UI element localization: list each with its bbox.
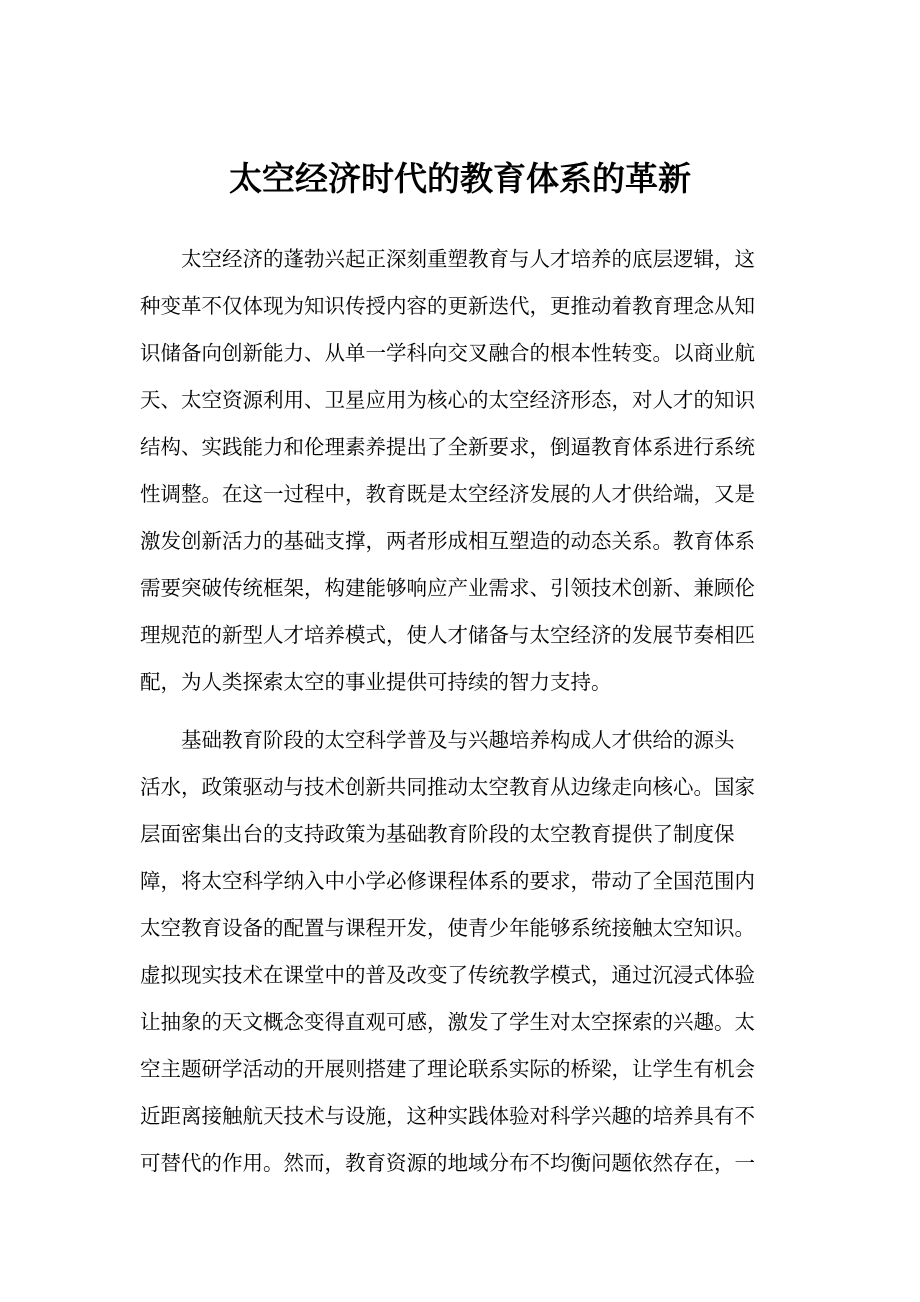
paragraph-line: 太空经济的蓬勃兴起正深刻重塑教育与人才培养的底层逻辑，这 (181, 247, 755, 271)
paragraph-line: 近距离接触航天技术与设施，这种实践体验对科学兴趣的培养具有不 (140, 1104, 755, 1128)
paragraph-line: 空主题研学活动的开展则搭建了理论联系实际的桥梁，让学生有机会 (140, 1057, 755, 1081)
paragraph (140, 725, 785, 1225)
paragraph-line: 层面密集出台的支持政策为基础教育阶段的太空教育提供了制度保 (140, 822, 735, 846)
paragraph-line: 天、太空资源利用、卫星应用为核心的太空经济形态，对人才的知识 (140, 388, 755, 412)
paragraph-line: 配，为人类探索太空的事业提供可持续的智力支持。 (140, 670, 612, 694)
paragraph-line: 活水，政策驱动与技术创新共同推动太空教育从边缘走向核心。国家 (140, 775, 755, 799)
paragraph-line: 让抽象的天文概念变得直观可感，激发了学生对太空探索的兴趣。太 (140, 1010, 755, 1034)
paragraph-line: 障，将太空科学纳入中小学必修课程体系的要求，带动了全国范围内 (140, 869, 755, 893)
paragraph-line: 理规范的新型人才培养模式，使人才储备与太空经济的发展节奏相匹 (140, 623, 755, 647)
paragraph-line: 结构、实践能力和伦理素养提出了全新要求，倒逼教育体系进行系统 (140, 435, 755, 459)
paragraph-line: 基础教育阶段的太空科学普及与兴趣培养构成人才供给的源头 (181, 728, 735, 752)
paragraph-line: 需要突破传统框架，构建能够响应产业需求、引领技术创新、兼顾伦 (140, 576, 755, 600)
paragraph-line: 虚拟现实技术在课堂中的普及改变了传统教学模式，通过沉浸式体验 (140, 963, 755, 987)
paragraph-line: 性调整。在这一过程中，教育既是太空经济发展的人才供给端，又是 (140, 482, 755, 506)
document-title: 太空经济时代的教育体系的革新 (229, 159, 691, 198)
paragraph (140, 244, 785, 804)
paragraph-line: 种变革不仅体现为知识传授内容的更新迭代，更推动着教育理念从知 (140, 294, 755, 318)
paragraph-line: 可替代的作用。然而，教育资源的地域分布不均衡问题依然存在，一 (140, 1151, 755, 1175)
paragraph-line: 激发创新活力的基础支撑，两者形成相互塑造的动态关系。教育体系 (140, 529, 755, 553)
paragraph-line: 太空教育设备的配置与课程开发，使青少年能够系统接触太空知识。 (140, 916, 755, 940)
paragraph-line: 识储备向创新能力、从单一学科向交叉融合的根本性转变。以商业航 (140, 341, 755, 365)
